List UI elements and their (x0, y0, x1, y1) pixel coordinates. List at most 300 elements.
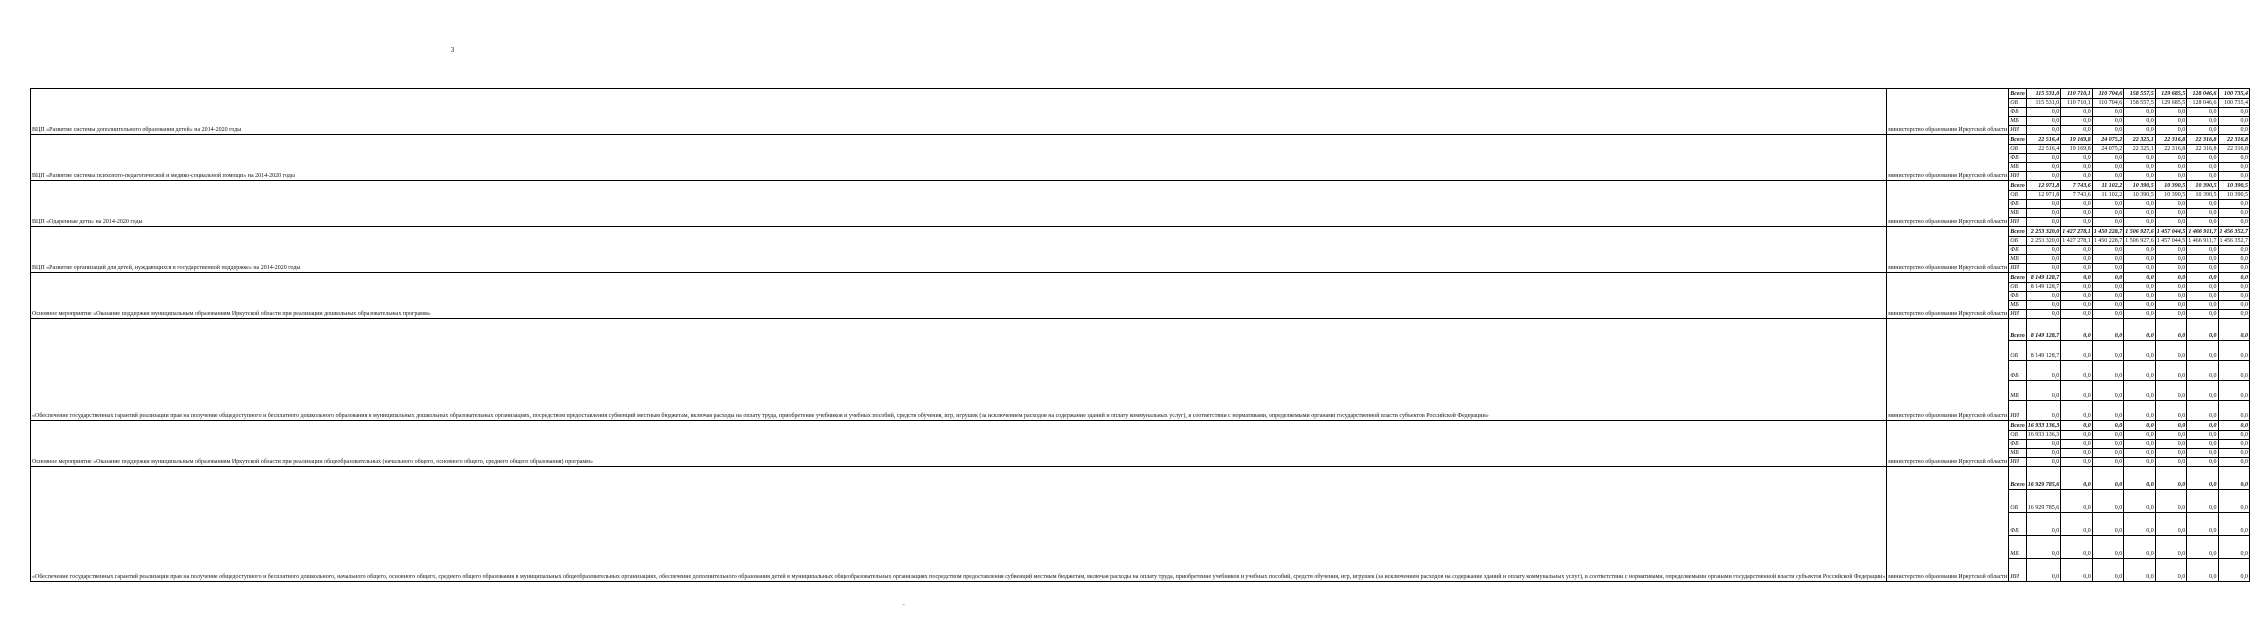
amount-cell: 10 390,5 (2155, 191, 2187, 200)
amount-cell: 0,0 (2218, 449, 2250, 458)
amount-cell: 0,0 (2061, 246, 2093, 255)
amount-cell: 0,0 (2218, 431, 2250, 440)
program-name: «Обеспечение государственных гарантий реализации прав на получение общедоступного и бесплатного дошкольного образования в муниципальных дошкольных образовательных организациях, посредством предоставления субвенций местным бюджетам, включая расходы на оплату труда, приобретение учебников и учебных пособий, средств обучения, игр, игрушек (за исключением расходов на содержание зданий и оплату коммунальных услуг), в соответствии с нормативами, определяемыми органами государственной власти субъектов Российской Федерации» (31, 319, 1887, 421)
amount-cell: 0,0 (2187, 126, 2218, 135)
funding-source: Всего (2009, 89, 2026, 99)
executor-name: министерство образования Иркутской области (1887, 227, 2009, 273)
amount-cell: 0,0 (2124, 536, 2156, 559)
amount-cell: 0,0 (2026, 536, 2061, 559)
amount-cell: 0,0 (2187, 467, 2218, 490)
amount-cell: 10 390,5 (2218, 191, 2250, 200)
amount-cell: 0,0 (2155, 458, 2187, 467)
amount-cell: 0,0 (2026, 513, 2061, 536)
amount-cell: 0,0 (2026, 310, 2061, 319)
amount-cell: 0,0 (2061, 490, 2093, 513)
amount-cell: 0,0 (2155, 401, 2187, 421)
amount-cell: 0,0 (2092, 440, 2124, 449)
amount-cell: 0,0 (2187, 341, 2218, 361)
amount-cell: 0,0 (2092, 449, 2124, 458)
table-row (31, 421, 2250, 431)
amount-cell: 0,0 (2187, 108, 2218, 117)
table-row (31, 135, 2250, 145)
amount-cell: 0,0 (2187, 421, 2218, 431)
amount-cell: 0,0 (2092, 319, 2124, 341)
amount-cell: 1 506 927,6 (2125, 238, 2154, 244)
amount-cell: 0,0 (2026, 301, 2061, 310)
program-name: ВЦП «Развитие системы психолого-педагогической и медико-социальной помощи» на 2014-2020 годы (31, 135, 1887, 181)
amount-cell: 0,0 (2124, 163, 2156, 172)
amount-cell: 0,0 (2218, 283, 2250, 292)
program-name: ВЦП «Развитие организаций для детей, нуждающихся в государственной поддержке» на 2014-2020 годы (31, 227, 1887, 273)
amount-cell: 19 169,8 (2061, 145, 2093, 154)
amount-cell: 8 149 128,7 (2026, 341, 2061, 361)
amount-cell: 0,0 (2092, 341, 2124, 361)
amount-cell: 0,0 (2187, 310, 2218, 319)
amount-cell: 12 971,8 (2026, 191, 2061, 200)
amount-cell: 0,0 (2092, 381, 2124, 401)
amount-cell: 0,0 (2061, 449, 2093, 458)
funding-source: ОБ (2009, 191, 2026, 200)
amount-cell: 0,0 (2061, 163, 2093, 172)
amount-cell: 0,0 (2061, 421, 2093, 431)
amount-cell: 0,0 (2218, 490, 2250, 513)
amount-cell: 0,0 (2218, 163, 2250, 172)
amount-cell: 0,0 (2218, 108, 2250, 117)
amount-cell: 0,0 (2218, 200, 2250, 209)
funding-source: ИИ (2009, 264, 2026, 273)
amount-cell: 0,0 (2026, 126, 2061, 135)
amount-cell: 0,0 (2218, 264, 2250, 273)
amount-cell: 0,0 (2092, 154, 2124, 163)
amount-cell: 0,0 (2155, 292, 2187, 301)
amount-cell: 0,0 (2218, 218, 2250, 227)
amount-cell: 0,0 (2061, 283, 2093, 292)
amount-cell: 0,0 (2124, 255, 2156, 264)
amount-cell: 8 149 128,7 (2026, 283, 2061, 292)
amount-cell: 0,0 (2092, 310, 2124, 319)
amount-cell: 19 169,8 (2061, 135, 2093, 145)
amount-cell: 10 390,5 (2187, 191, 2218, 200)
funding-source: МБ (2009, 209, 2026, 218)
amount-cell: 0,0 (2155, 431, 2187, 440)
amount-cell: 115 531,0 (2026, 99, 2061, 108)
amount-cell: 1 450 228,7 (2092, 227, 2124, 237)
executor-name: министерство образования Иркутской области (1887, 467, 2009, 582)
amount-cell: 10 390,5 (2155, 181, 2187, 191)
amount-cell: 22 316,8 (2218, 135, 2250, 145)
amount-cell: 158 557,5 (2124, 99, 2156, 108)
amount-cell: 22 316,8 (2218, 145, 2250, 154)
amount-cell: 0,0 (2092, 292, 2124, 301)
amount-cell: 0,0 (2218, 513, 2250, 536)
amount-cell: 0,0 (2187, 163, 2218, 172)
amount-cell: 0,0 (2218, 361, 2250, 381)
funding-source: ОБ (2009, 145, 2026, 154)
amount-cell: 0,0 (2124, 401, 2156, 421)
funding-source: МБ (2009, 255, 2026, 264)
amount-cell: 22 325,1 (2124, 145, 2156, 154)
amount-cell: 0,0 (2026, 458, 2061, 467)
amount-cell: 0,0 (2124, 440, 2156, 449)
amount-cell: 0,0 (2092, 361, 2124, 381)
amount-cell: 12 971,8 (2026, 181, 2061, 191)
amount-cell: 0,0 (2061, 255, 2093, 264)
amount-cell: 0,0 (2092, 264, 2124, 273)
amount-cell: 7 743,6 (2061, 181, 2093, 191)
amount-cell: 0,0 (2218, 255, 2250, 264)
amount-cell: 0,0 (2124, 467, 2156, 490)
amount-cell: 0,0 (2124, 209, 2156, 218)
funding-source: МБ (2009, 449, 2026, 458)
amount-cell: 0,0 (2155, 536, 2187, 559)
page-number: 3 (450, 46, 455, 54)
table-row (31, 319, 2250, 341)
amount-cell: 1 457 044,5 (2156, 238, 2186, 244)
amount-cell: 0,0 (2124, 117, 2156, 126)
amount-cell: 16 929 785,6 (2026, 490, 2061, 513)
amount-cell: 11 102,2 (2092, 191, 2124, 200)
amount-cell: 0,0 (2187, 264, 2218, 273)
amount-cell: 0,0 (2155, 490, 2187, 513)
funding-source: ОБ (2009, 341, 2026, 361)
amount-cell: 0,0 (2155, 513, 2187, 536)
funding-source: ОБ (2009, 99, 2026, 108)
amount-cell: 0,0 (2218, 440, 2250, 449)
amount-cell: 0,0 (2218, 536, 2250, 559)
amount-cell: 0,0 (2026, 361, 2061, 381)
amount-cell: 0,0 (2155, 361, 2187, 381)
funding-source: ФБ (2009, 440, 2026, 449)
amount-cell: 0,0 (2124, 108, 2156, 117)
funding-source: ФБ (2009, 246, 2026, 255)
amount-cell: 0,0 (2061, 341, 2093, 361)
amount-cell: 0,0 (2061, 172, 2093, 181)
amount-cell: 0,0 (2187, 401, 2218, 421)
amount-cell: 1 450 228,7 (2093, 238, 2123, 244)
amount-cell: 0,0 (2187, 319, 2218, 341)
amount-cell: 10 390,5 (2218, 181, 2250, 191)
funding-source: ИИ (2009, 401, 2026, 421)
amount-cell: 0,0 (2187, 154, 2218, 163)
amount-cell: 0,0 (2218, 401, 2250, 421)
amount-cell: 0,0 (2061, 301, 2093, 310)
amount-cell: 110 704,6 (2092, 89, 2124, 99)
amount-cell: 1 427 278,1 (2061, 227, 2093, 237)
executor-name: министерство образования Иркутской области (1887, 181, 2009, 227)
amount-cell: 0,0 (2026, 163, 2061, 172)
amount-cell: 0,0 (2155, 381, 2187, 401)
amount-cell: 110 710,1 (2061, 99, 2093, 108)
amount-cell: 0,0 (2061, 310, 2093, 319)
amount-cell: 0,0 (2155, 440, 2187, 449)
amount-cell: 0,0 (2026, 209, 2061, 218)
amount-cell: 0,0 (2061, 361, 2093, 381)
amount-cell: 0,0 (2026, 255, 2061, 264)
funding-source: ИИ (2009, 218, 2026, 227)
amount-cell: 0,0 (2092, 163, 2124, 172)
amount-cell: 10 390,5 (2124, 191, 2156, 200)
amount-cell: 1 427 278,1 (2062, 238, 2091, 244)
amount-cell: 0,0 (2124, 292, 2156, 301)
amount-cell: 0,0 (2155, 273, 2187, 283)
amount-cell: 0,0 (2092, 431, 2124, 440)
amount-cell: 0,0 (2155, 467, 2187, 490)
funding-source: ИИ (2009, 559, 2026, 582)
amount-cell: 0,0 (2187, 513, 2218, 536)
amount-cell: 0,0 (2155, 449, 2187, 458)
amount-cell: 128 046,6 (2187, 99, 2218, 108)
amount-cell: 0,0 (2155, 163, 2187, 172)
amount-cell: 22 516,4 (2026, 135, 2061, 145)
amount-cell: 0,0 (2124, 341, 2156, 361)
amount-cell: 128 046,6 (2187, 89, 2218, 99)
amount-cell: 0,0 (2124, 513, 2156, 536)
funding-source: Всего (2009, 181, 2026, 191)
amount-cell: 0,0 (2218, 292, 2250, 301)
funding-source: ИИ (2009, 310, 2026, 319)
amount-cell: 0,0 (2092, 273, 2124, 283)
amount-cell: 0,0 (2061, 381, 2093, 401)
amount-cell: 0,0 (2187, 536, 2218, 559)
funding-source: ФБ (2009, 292, 2026, 301)
funding-source: ОБ (2009, 490, 2026, 513)
funding-source: МБ (2009, 163, 2026, 172)
amount-cell: 0,0 (2155, 301, 2187, 310)
funding-source: ИИ (2009, 458, 2026, 467)
program-name: Основное мероприятие «Оказание поддержки муниципальным образованиям Иркутской области при реализации дошкольных образовательных программ» (31, 273, 1887, 319)
table-row (31, 89, 2250, 99)
amount-cell: 0,0 (2026, 200, 2061, 209)
table-row (31, 227, 2250, 237)
amount-cell: 0,0 (2187, 246, 2218, 255)
amount-cell: 129 685,5 (2155, 89, 2187, 99)
amount-cell: 0,0 (2218, 467, 2250, 490)
amount-cell: 0,0 (2187, 209, 2218, 218)
funding-source: ФБ (2009, 200, 2026, 209)
amount-cell: 0,0 (2026, 218, 2061, 227)
amount-cell: 0,0 (2187, 490, 2218, 513)
amount-cell: 22 316,8 (2155, 145, 2187, 154)
amount-cell: 8 149 128,7 (2026, 273, 2061, 283)
funding-source: Всего (2009, 273, 2026, 283)
executor-name: министерство образования Иркутской области (1887, 135, 2009, 181)
amount-cell: 0,0 (2092, 283, 2124, 292)
amount-cell: 0,0 (2061, 559, 2093, 582)
amount-cell: 0,0 (2092, 255, 2124, 264)
amount-cell: 0,0 (2187, 458, 2218, 467)
amount-cell: 0,0 (2155, 172, 2187, 181)
amount-cell: 0,0 (2092, 209, 2124, 218)
amount-cell: 0,0 (2026, 154, 2061, 163)
funding-source: ИИ (2009, 172, 2026, 181)
amount-cell: 0,0 (2218, 310, 2250, 319)
amount-cell: 110 704,6 (2092, 99, 2124, 108)
amount-cell: 0,0 (2061, 200, 2093, 209)
amount-cell: 0,0 (2092, 126, 2124, 135)
funding-source: ОБ (2009, 237, 2026, 246)
amount-cell: 0,0 (2155, 421, 2187, 431)
amount-cell: 0,0 (2155, 117, 2187, 126)
amount-cell: 0,0 (2124, 490, 2156, 513)
amount-cell: 0,0 (2026, 246, 2061, 255)
executor-name: министерство образования Иркутской области (1887, 273, 2009, 319)
funding-source: ОБ (2009, 431, 2026, 440)
amount-cell: 1 466 911,7 (2187, 227, 2218, 237)
amount-cell: 0,0 (2026, 108, 2061, 117)
amount-cell: 0,0 (2124, 283, 2156, 292)
amount-cell: 0,0 (2092, 559, 2124, 582)
amount-cell: 0,0 (2026, 381, 2061, 401)
amount-cell: 0,0 (2092, 172, 2124, 181)
table-row (31, 273, 2250, 283)
amount-cell: 0,0 (2026, 264, 2061, 273)
amount-cell: 0,0 (2092, 246, 2124, 255)
table-row (31, 181, 2250, 191)
amount-cell: 0,0 (2218, 126, 2250, 135)
amount-cell: 0,0 (2218, 319, 2250, 341)
amount-cell: 0,0 (2092, 513, 2124, 536)
amount-cell: 0,0 (2026, 449, 2061, 458)
amount-cell: 0,0 (2218, 246, 2250, 255)
amount-cell: 0,0 (2155, 154, 2187, 163)
amount-cell: 0,0 (2092, 421, 2124, 431)
amount-cell: 1 466 911,7 (2188, 238, 2217, 244)
funding-source: Всего (2009, 135, 2026, 145)
amount-cell: 7 743,6 (2061, 191, 2093, 200)
program-name: Основное мероприятие «Оказание поддержки муниципальным образованиям Иркутской области при реализации общеобразовательных (начального общего, основного общего, среднего общего образования) программ» (31, 421, 1887, 467)
amount-cell: 22 316,8 (2155, 135, 2187, 145)
amount-cell: 22 316,8 (2187, 135, 2218, 145)
amount-cell: 100 735,4 (2218, 99, 2250, 108)
amount-cell: 0,0 (2218, 301, 2250, 310)
amount-cell: 0,0 (2187, 172, 2218, 181)
amount-cell: 0,0 (2061, 154, 2093, 163)
amount-cell: 0,0 (2061, 319, 2093, 341)
amount-cell: 0,0 (2061, 108, 2093, 117)
amount-cell: 22 316,8 (2187, 145, 2218, 154)
amount-cell: 0,0 (2187, 292, 2218, 301)
amount-cell: 0,0 (2092, 467, 2124, 490)
amount-cell: 0,0 (2155, 559, 2187, 582)
amount-cell: 0,0 (2124, 361, 2156, 381)
amount-cell: 0,0 (2124, 264, 2156, 273)
amount-cell: 0,0 (2187, 117, 2218, 126)
funding-source: Всего (2009, 319, 2026, 341)
budget-table (30, 88, 2250, 582)
amount-cell: 0,0 (2218, 273, 2250, 283)
amount-cell: 115 531,0 (2026, 89, 2061, 99)
amount-cell: 0,0 (2124, 246, 2156, 255)
amount-cell: 24 075,2 (2092, 135, 2124, 145)
amount-cell: 0,0 (2092, 117, 2124, 126)
amount-cell: 0,0 (2026, 559, 2061, 582)
amount-cell: 0,0 (2124, 458, 2156, 467)
amount-cell: 0,0 (2155, 209, 2187, 218)
amount-cell: 0,0 (2155, 283, 2187, 292)
amount-cell: 0,0 (2218, 458, 2250, 467)
amount-cell: 0,0 (2124, 126, 2156, 135)
program-name: ВЦП «Одаренные дети» на 2014-2020 годы (31, 181, 1887, 227)
funding-source: МБ (2009, 536, 2026, 559)
funding-source: Всего (2009, 421, 2026, 431)
amount-cell: 0,0 (2061, 292, 2093, 301)
amount-cell: 0,0 (2124, 172, 2156, 181)
funding-source: ФБ (2009, 154, 2026, 163)
executor-name: министерство образования Иркутской области (1887, 319, 2009, 421)
amount-cell: 2 253 320,0 (2026, 227, 2061, 237)
amount-cell: 0,0 (2061, 218, 2093, 227)
amount-cell: 0,0 (2155, 246, 2187, 255)
amount-cell: 0,0 (2092, 490, 2124, 513)
amount-cell: 0,0 (2061, 458, 2093, 467)
amount-cell: 0,0 (2124, 449, 2156, 458)
amount-cell: 0,0 (2124, 273, 2156, 283)
executor-name: министерство образования Иркутской области (1887, 421, 2009, 467)
amount-cell: 0,0 (2061, 209, 2093, 218)
amount-cell: 0,0 (2187, 381, 2218, 401)
amount-cell: 22 516,4 (2026, 145, 2061, 154)
amount-cell: 0,0 (2092, 200, 2124, 209)
amount-cell: 0,0 (2124, 218, 2156, 227)
amount-cell: 22 325,1 (2124, 135, 2156, 145)
funding-source: Всего (2009, 227, 2026, 237)
amount-cell: 129 685,5 (2155, 99, 2187, 108)
amount-cell: 1 456 352,7 (2218, 227, 2250, 237)
amount-cell: 0,0 (2187, 273, 2218, 283)
amount-cell: 0,0 (2026, 117, 2061, 126)
amount-cell: 0,0 (2061, 440, 2093, 449)
amount-cell: 0,0 (2187, 431, 2218, 440)
program-name: ВЦП «Развитие системы дополнительного образования детей» на 2014-2020 годы (31, 89, 1887, 135)
amount-cell: 0,0 (2124, 301, 2156, 310)
amount-cell: 0,0 (2124, 431, 2156, 440)
amount-cell: 0,0 (2218, 559, 2250, 582)
amount-cell: 1 457 044,5 (2155, 227, 2187, 237)
amount-cell: 0,0 (2061, 117, 2093, 126)
amount-cell: 0,0 (2124, 559, 2156, 582)
edge-mark: - (902, 600, 905, 609)
amount-cell: 0,0 (2026, 440, 2061, 449)
amount-cell: 0,0 (2092, 108, 2124, 117)
executor-name: министерство образования Иркутской области (1887, 89, 2009, 135)
amount-cell: 0,0 (2092, 536, 2124, 559)
amount-cell: 100 735,4 (2218, 89, 2250, 99)
amount-cell: 0,0 (2187, 255, 2218, 264)
program-name: «Обеспечение государственных гарантий реализации прав на получение общедоступного и бесплатного дошкольного, начального общего, основного общего, среднего общего образования в муниципальных общеобразовательных организациях, обеспечение дополнительного образования детей в муниципальных общеобразовательных организациях посредством предоставления субвенций местным бюджетам, включая расходы на оплату труда, приобретение учебников и учебных пособий, средств обучения, игр, игрушек (за исключением расходов на содержание зданий и оплату коммунальных услуг), в соответствии с нормативами, определяемыми органами государственной власти субъектов Российской Федерации» (31, 467, 1887, 582)
funding-source: Всего (2009, 467, 2026, 490)
amount-cell: 0,0 (2092, 218, 2124, 227)
amount-cell: 0,0 (2026, 292, 2061, 301)
amount-cell: 24 075,2 (2092, 145, 2124, 154)
amount-cell: 0,0 (2187, 200, 2218, 209)
funding-source: ФБ (2009, 513, 2026, 536)
amount-cell: 2 253 320,0 (2026, 237, 2061, 246)
amount-cell: 0,0 (2092, 401, 2124, 421)
funding-source: ОБ (2009, 283, 2026, 292)
funding-source: ИИ (2009, 126, 2026, 135)
amount-cell: 0,0 (2187, 218, 2218, 227)
amount-cell: 10 390,5 (2124, 181, 2156, 191)
amount-cell: 0,0 (2061, 431, 2093, 440)
amount-cell: 0,0 (2155, 319, 2187, 341)
amount-cell: 0,0 (2155, 200, 2187, 209)
funding-source: МБ (2009, 301, 2026, 310)
funding-source: ФБ (2009, 108, 2026, 117)
amount-cell: 0,0 (2026, 172, 2061, 181)
amount-cell: 0,0 (2061, 264, 2093, 273)
amount-cell: 0,0 (2218, 381, 2250, 401)
amount-cell: 0,0 (2124, 421, 2156, 431)
